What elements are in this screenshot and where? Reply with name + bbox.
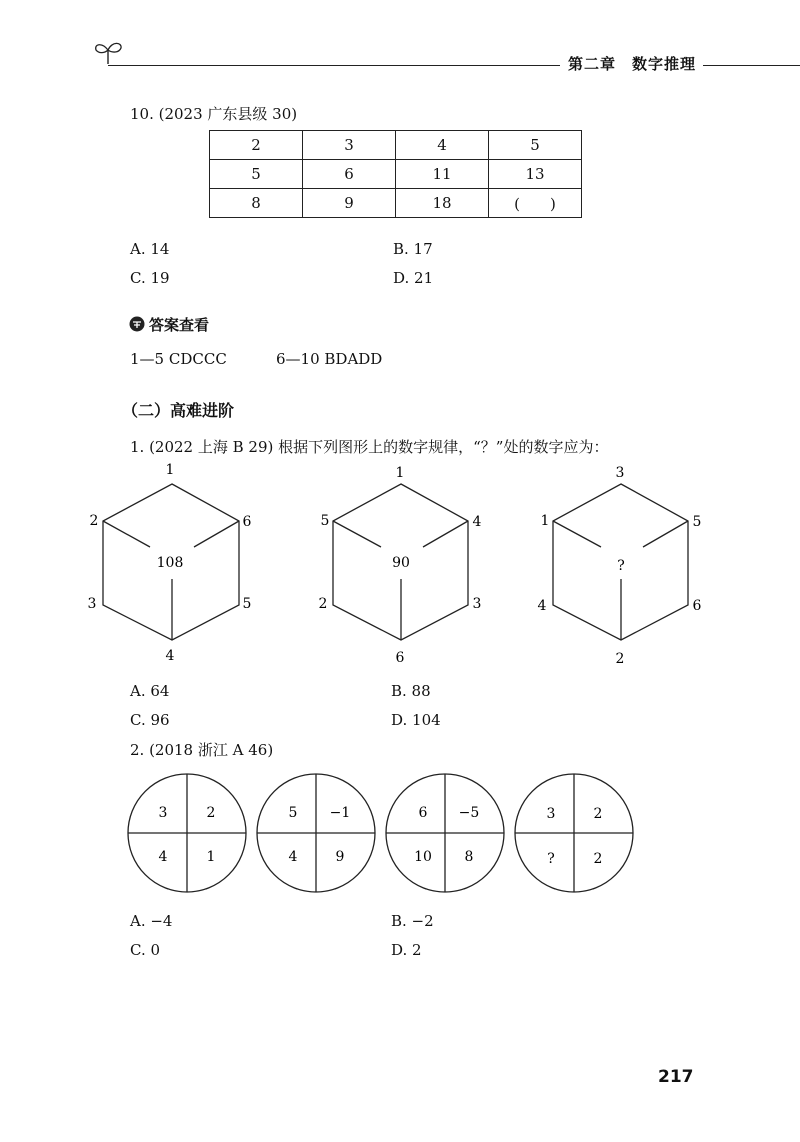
- cube-label: 4: [472, 514, 482, 530]
- circle-value: 9: [335, 849, 345, 865]
- circle-value: 1: [206, 849, 216, 865]
- cube-figure-3: [538, 465, 702, 667]
- cube-center-value: 108: [156, 555, 184, 571]
- circle-figure-4: [515, 774, 633, 892]
- cube-label: 3: [472, 596, 482, 612]
- q1-cube-figures: [0, 455, 800, 685]
- q10-option-c[interactable]: C. 19: [130, 269, 170, 287]
- circle-figure-3: [386, 774, 504, 892]
- q1-option-b[interactable]: B. 88: [391, 682, 431, 700]
- answers-heading: 答案查看: [149, 316, 210, 334]
- q10-table: [209, 130, 582, 218]
- q2-option-c[interactable]: C. 0: [130, 941, 161, 959]
- q1-title: 1. (2022 上海 B 29) 根据下列图形上的数字规律，“？”处的数字应为：: [130, 438, 609, 456]
- q1-option-c[interactable]: C. 96: [130, 711, 170, 729]
- header-rule-left: [108, 65, 560, 66]
- q2-circle-figures: [0, 770, 800, 900]
- answers-line-2: 6—10 BDADD: [276, 350, 383, 368]
- cube-label: 1: [540, 513, 550, 529]
- table-cell: ( ): [489, 189, 582, 218]
- table-row: [210, 160, 582, 189]
- circle-value: 2: [593, 851, 603, 867]
- circle-value: 10: [414, 849, 432, 865]
- q10-option-a[interactable]: A. 14: [130, 240, 170, 258]
- cube-label: 6: [692, 598, 702, 614]
- q10-option-b[interactable]: B. 17: [393, 240, 433, 258]
- q2-title: 2. (2018 浙江 A 46): [130, 741, 274, 759]
- sprout-icon: [92, 36, 132, 68]
- table-row: [210, 189, 582, 218]
- cube-label: 1: [395, 465, 405, 481]
- circle-value: 5: [288, 805, 298, 821]
- cube-label: 2: [615, 651, 625, 667]
- q10-option-d[interactable]: D. 21: [393, 269, 434, 287]
- cube-label: 6: [242, 514, 252, 530]
- table-cell: 11: [396, 160, 489, 189]
- answers-line-1: 1—5 CDCCC: [130, 350, 227, 368]
- cube-figure-1: [88, 462, 252, 664]
- cube-label: 4: [537, 598, 547, 614]
- cube-label: 1: [165, 462, 175, 478]
- section-title: （二）高难进阶: [122, 401, 235, 420]
- circle-value: 4: [288, 849, 298, 865]
- cube-label: 4: [165, 648, 175, 664]
- circle-figure-1: [128, 774, 246, 892]
- cube-center-value: ?: [617, 558, 625, 574]
- table-cell: 6: [303, 160, 396, 189]
- table-cell: 13: [489, 160, 582, 189]
- q2-option-d[interactable]: D. 2: [391, 941, 422, 959]
- q1-option-a[interactable]: A. 64: [130, 682, 170, 700]
- cube-label: 3: [615, 465, 625, 481]
- page-number: 217: [658, 1067, 694, 1087]
- circle-value: 4: [158, 849, 168, 865]
- circle-value: ?: [547, 851, 555, 867]
- cube-label: 2: [89, 513, 99, 529]
- circle-value: 2: [206, 805, 216, 821]
- circle-value: −5: [458, 805, 480, 821]
- answer-bullet-icon: [129, 316, 145, 332]
- table-cell: 2: [210, 131, 303, 160]
- cube-label: 5: [692, 514, 702, 530]
- cube-center-value: 90: [392, 555, 410, 571]
- q2-option-a[interactable]: A. −4: [130, 912, 173, 930]
- cube-label: 5: [242, 596, 252, 612]
- q2-option-b[interactable]: B. −2: [391, 912, 434, 930]
- circle-value: 3: [158, 805, 168, 821]
- chapter-title: 第二章 数字推理: [568, 55, 697, 73]
- cube-label: 2: [318, 596, 328, 612]
- table-row: [210, 131, 582, 160]
- cube-label: 6: [395, 650, 405, 666]
- header-rule-right: [703, 65, 800, 66]
- table-cell: 8: [210, 189, 303, 218]
- table-cell: 18: [396, 189, 489, 218]
- cube-label: 3: [87, 596, 97, 612]
- circle-value: 8: [464, 849, 474, 865]
- table-cell: 3: [303, 131, 396, 160]
- circle-value: 2: [593, 806, 603, 822]
- table-cell: 5: [210, 160, 303, 189]
- cube-label: 5: [320, 513, 330, 529]
- table-cell: 4: [396, 131, 489, 160]
- table-cell: 5: [489, 131, 582, 160]
- q1-option-d[interactable]: D. 104: [391, 711, 441, 729]
- circle-value: 6: [418, 805, 428, 821]
- circle-value: 3: [546, 806, 556, 822]
- circle-figure-2: [257, 774, 375, 892]
- table-cell: 9: [303, 189, 396, 218]
- q10-title: 10. (2023 广东县级 30): [130, 105, 298, 123]
- cube-figure-2: [319, 465, 482, 666]
- circle-value: −1: [329, 805, 351, 821]
